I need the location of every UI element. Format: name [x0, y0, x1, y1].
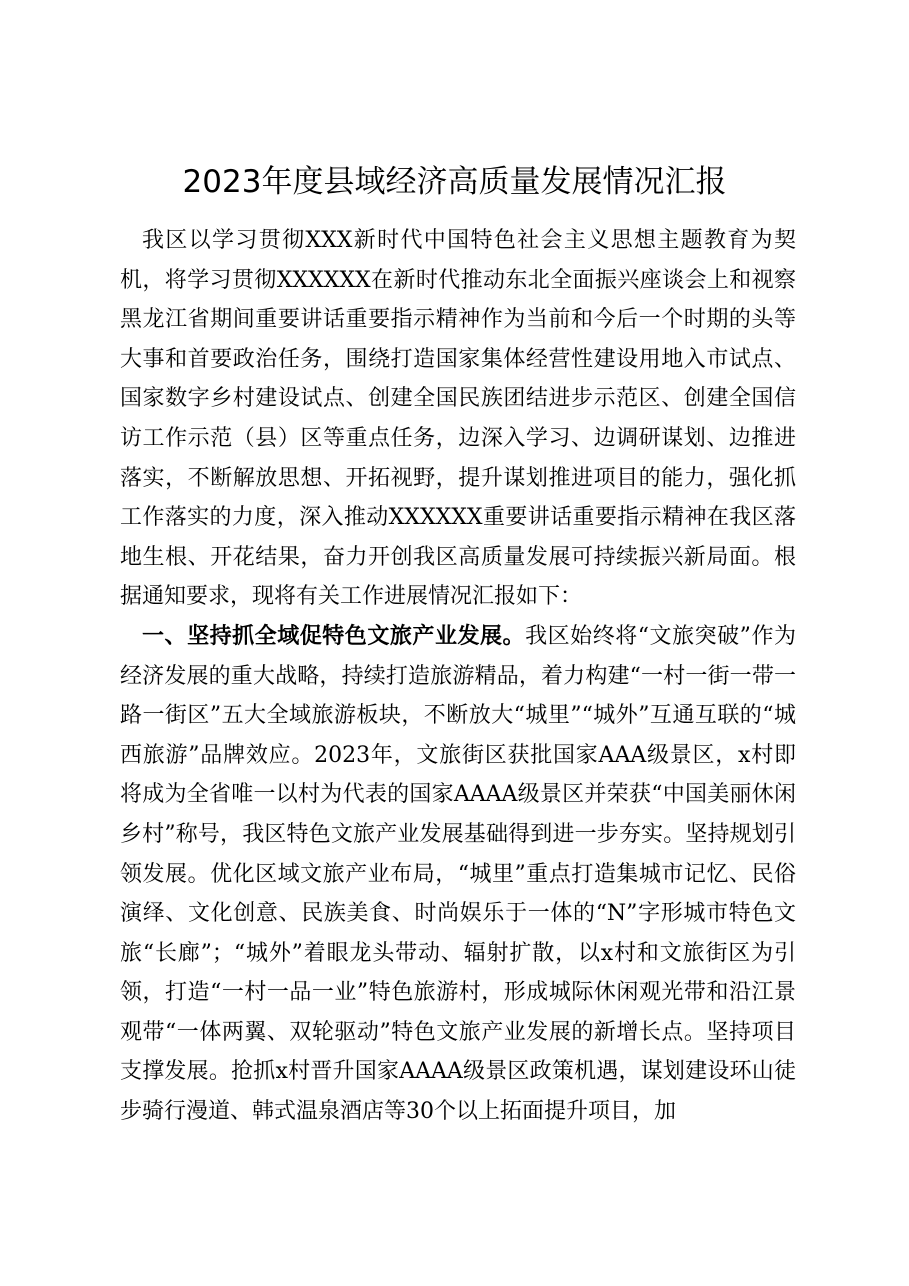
document-title: 2023年度县域经济高质量发展情况汇报 — [182, 164, 727, 200]
intro-paragraph: 我区以学习贯彻XXX新时代中国特色社会主义思想主题教育为契机，将学习贯彻XXXXXX在新时代推动东北全面振兴座谈会上和视察黑龙江省期间重要讲话重要指示精神作为当前和今后一个时期的头等大事和首要政治任务，围绕打造国家集体经营性建设用地入市试点、国家数字乡村建设试点、创建全国民族团结进步示范区、创建全国信访工作示范（县）区等重点任务，边深入学习、边调研谋划、边推进落实，不断解放思想、开拓视野，提升谋划推进项目的能力，强化抓工作落实的力度，深入推动XXXXXX重要讲话重要指示精神在我区落地生根、开花结果，奋力开创我区高质量发展可持续振兴新局面。根据通知要求，现将有关工作进展情况汇报如下： — [120, 228, 796, 610]
section-1-paragraph — [120, 617, 796, 1132]
section-1-text: 我区始终将“文旅突破”作为经济发展的重大战略，持续打造旅游精品，着力构建“一村一街一带一路一街区”五大全域旅游板块，不断放大“城里”“城外”互通互联的“城西旅游”品牌效应。2023年，文旅街区获批国家AAA级景区，x村即将成为全省唯一以村为代表的国家AAAA级景区并荣获“中国美丽休闲乡村”称号，我区特色文旅产业发展基础得到进一步夯实。坚持规划引领发展。优化区域文旅产业布局，“城里”重点打造集城市记忆、民俗演绎、文化创意、民族美食、时尚娱乐于一体的“N”字形城市特色文旅“长廊”；“城外”着眼龙头带动、辐射扩散，以x村和文旅街区为引领，打造“一村一品一业”特色旅游村，形成城际休闲观光带和沿江景观带“一体两翼、双轮驱动”特色文旅产业发展的新增长点。坚持项目支撑发展。抢抓x村晋升国家AAAA级景区政策机遇，谋划建设环山徒步骑行漫道、韩式温泉酒店等30个以上拓面提升项目，加 — [120, 623, 796, 1125]
section-1-heading: 一、坚持抓全域促特色文旅产业发展。 — [142, 623, 526, 649]
document-body — [120, 221, 796, 1132]
